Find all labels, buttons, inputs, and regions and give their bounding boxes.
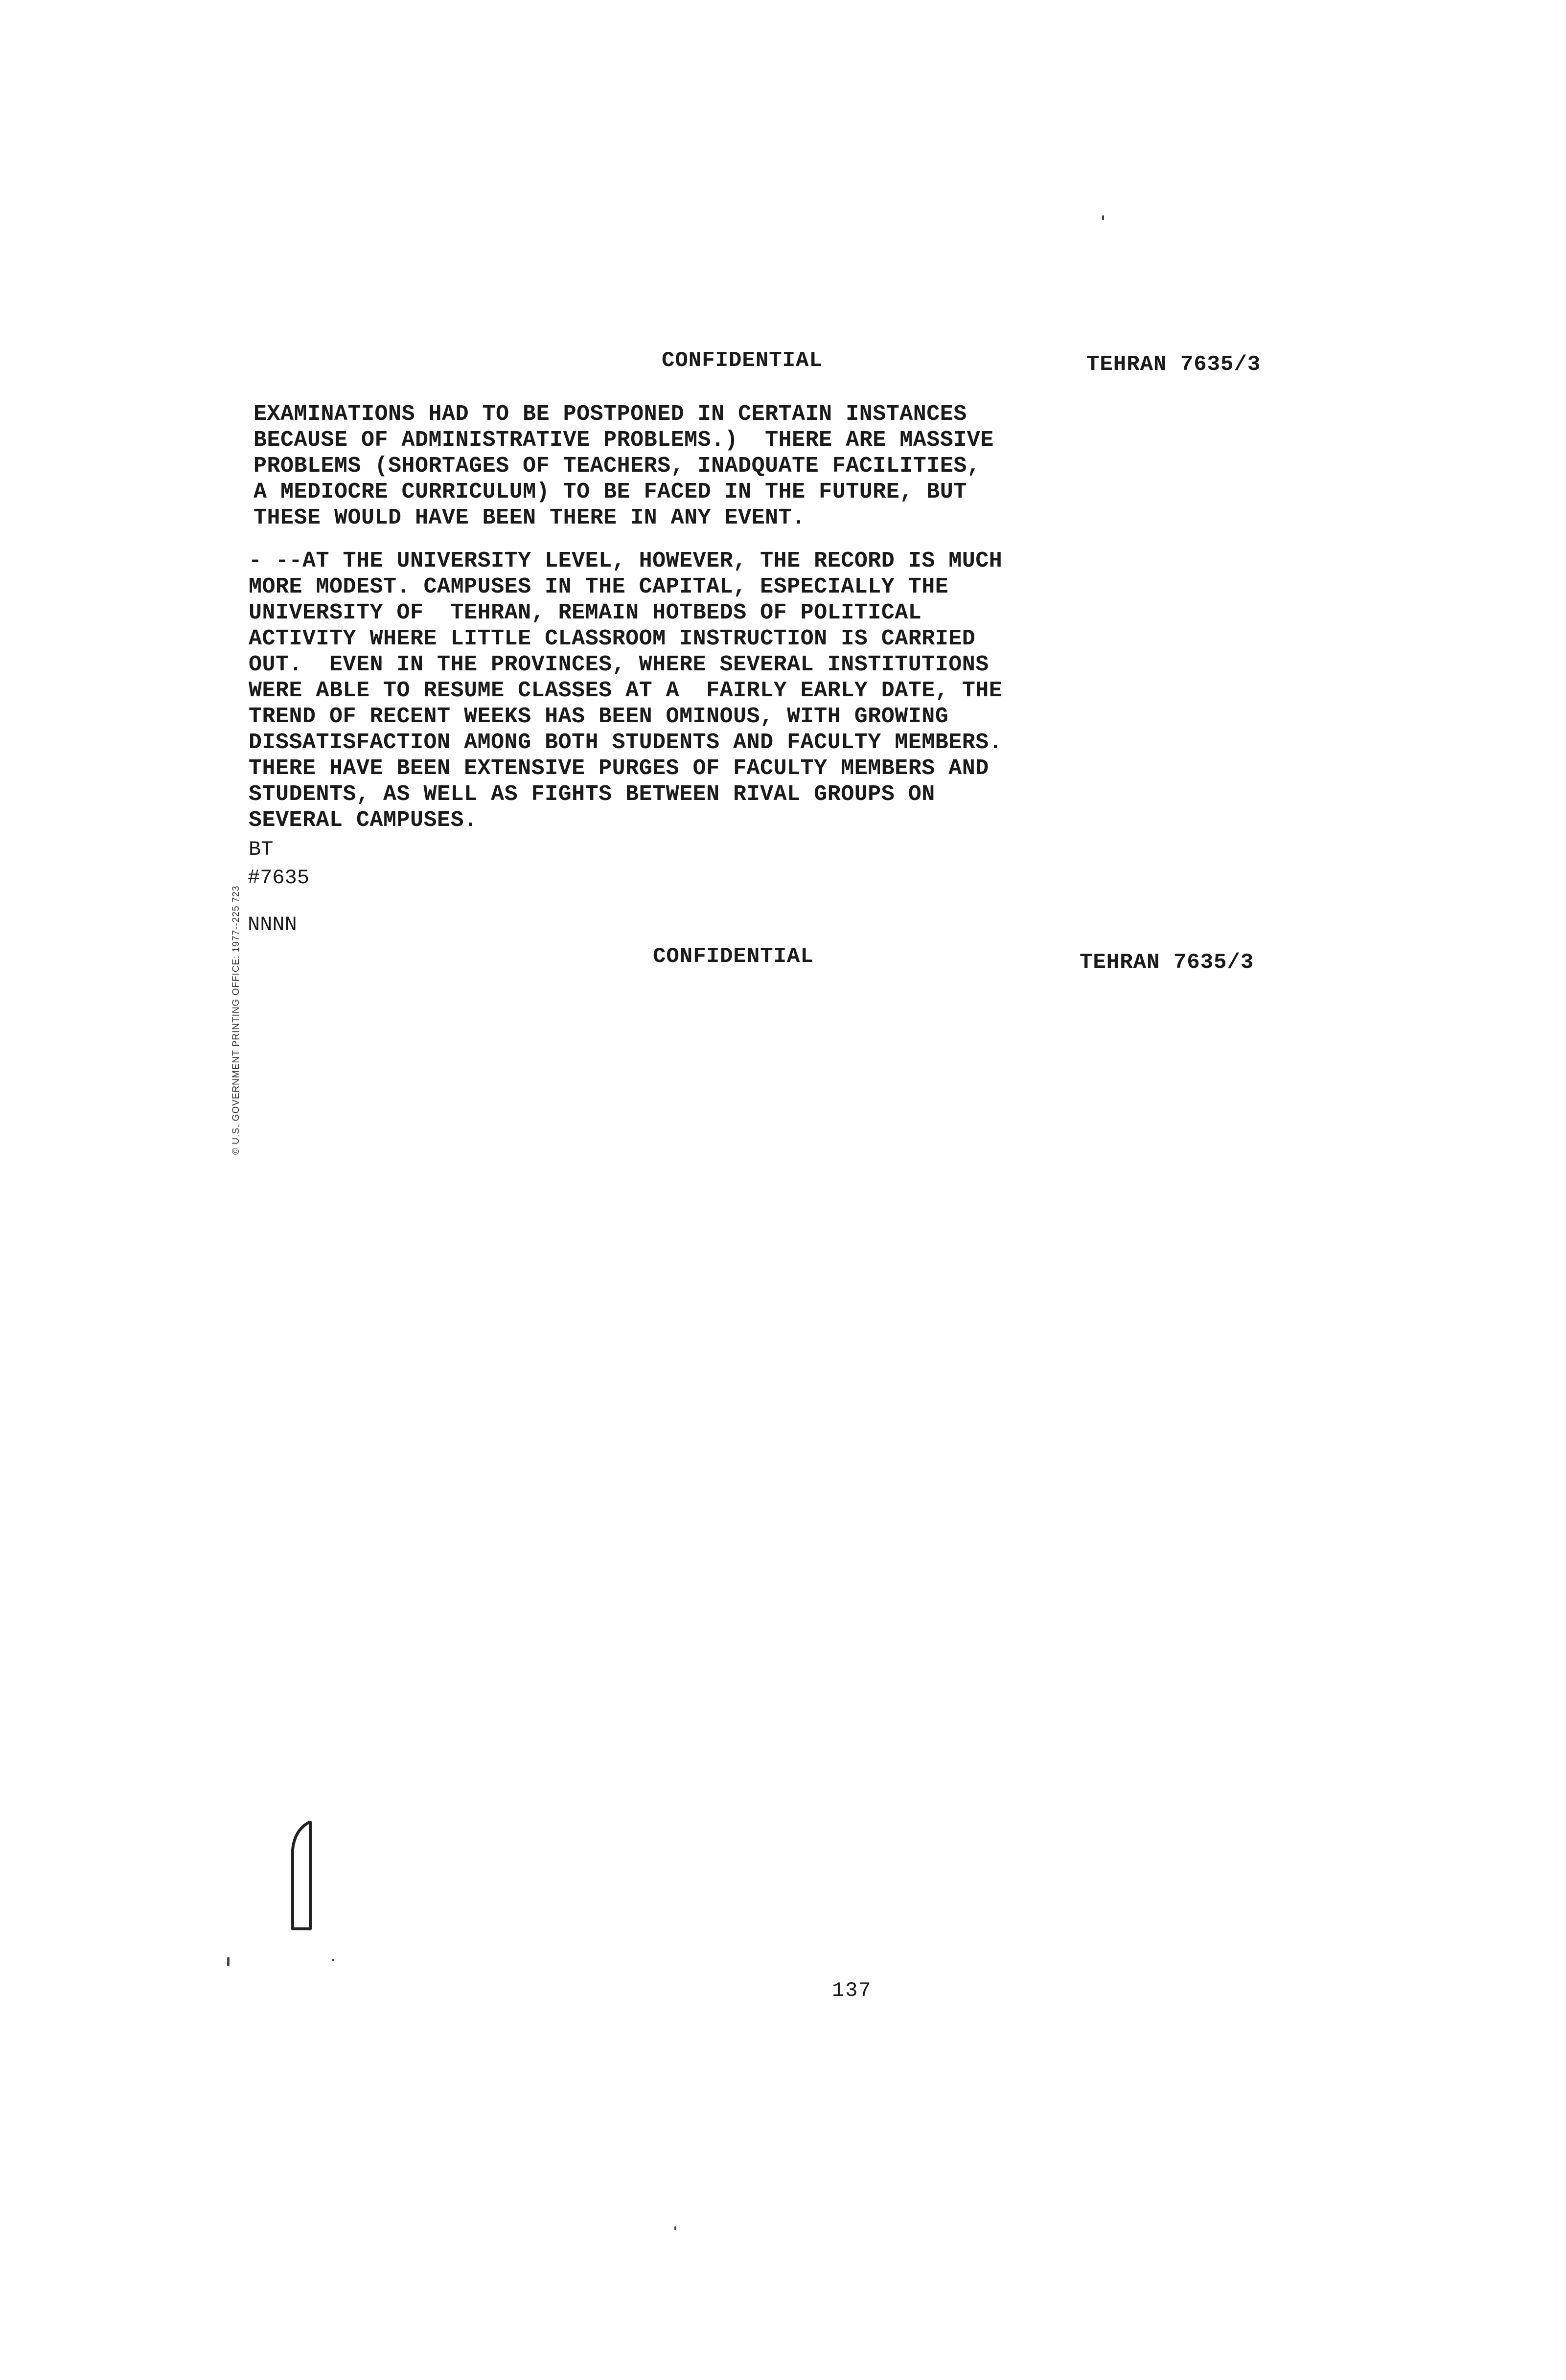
text-line: - --AT THE UNIVERSITY LEVEL, HOWEVER, THE RECORD IS MUCH	[249, 549, 1003, 573]
text-line: MORE MODEST. CAMPUSES IN THE CAPITAL, ESPECIALLY THE	[249, 574, 949, 599]
message-number: #7635	[248, 866, 310, 890]
telegram-reference-header: TEHRAN 7635/3	[1086, 352, 1261, 377]
text-line: A MEDIOCRE CURRICULUM) TO BE FACED IN THE FUTURE, BUT	[253, 480, 967, 504]
text-line: OUT. EVEN IN THE PROVINCES, WHERE SEVERAL INSTITUTIONS	[249, 652, 989, 677]
end-of-message-marker: NNNN	[248, 913, 297, 937]
text-line: DISSATISFACTION AMONG BOTH STUDENTS AND FACULTY MEMBERS.	[249, 730, 1003, 755]
classification-footer: CONFIDENTIAL	[653, 944, 814, 969]
text-line: WERE ABLE TO RESUME CLASSES AT A FAIRLY EARLY DATE, THE	[249, 678, 1003, 703]
break-marker: BT	[249, 838, 274, 861]
text-line: THESE WOULD HAVE BEEN THERE IN ANY EVENT.	[253, 505, 806, 530]
classification-header: CONFIDENTIAL	[662, 348, 823, 373]
text-line: STUDENTS, AS WELL AS FIGHTS BETWEEN RIVAL GROUPS ON	[249, 782, 935, 807]
text-line: TREND OF RECENT WEEKS HAS BEEN OMINOUS, WITH GROWING	[249, 704, 949, 729]
text-line: PROBLEMS (SHORTAGES OF TEACHERS, INADQUATE FACILITIES,	[253, 454, 981, 479]
text-line: UNIVERSITY OF TEHRAN, REMAIN HOTBEDS OF POLITICAL	[249, 600, 922, 625]
text-line: SEVERAL CAMPUSES.	[249, 808, 478, 833]
scan-speck	[674, 2226, 676, 2230]
text-line: EXAMINATIONS HAD TO BE POSTPONED IN CERTAIN INSTANCES	[253, 402, 967, 427]
telegram-reference-footer: TEHRAN 7635/3	[1080, 950, 1254, 975]
text-line: ACTIVITY WHERE LITTLE CLASSROOM INSTRUCTION IS CARRIED	[249, 626, 976, 651]
bracket-mark-icon	[289, 1820, 318, 1931]
scan-speck	[227, 1957, 230, 1966]
scan-speck	[332, 1959, 334, 1961]
text-line: THERE HAVE BEEN EXTENSIVE PURGES OF FACULTY MEMBERS AND	[249, 756, 989, 781]
body-paragraph-1	[253, 401, 994, 531]
page-number: 137	[832, 1979, 872, 2002]
body-paragraph-2	[249, 548, 1002, 833]
printing-office-imprint: © U.S. GOVERNMENT PRINTING OFFICE: 1977--225 723	[231, 885, 241, 1155]
scan-speck	[1102, 215, 1104, 220]
text-line: BECAUSE OF ADMINISTRATIVE PROBLEMS.) THERE ARE MASSIVE	[253, 428, 994, 453]
